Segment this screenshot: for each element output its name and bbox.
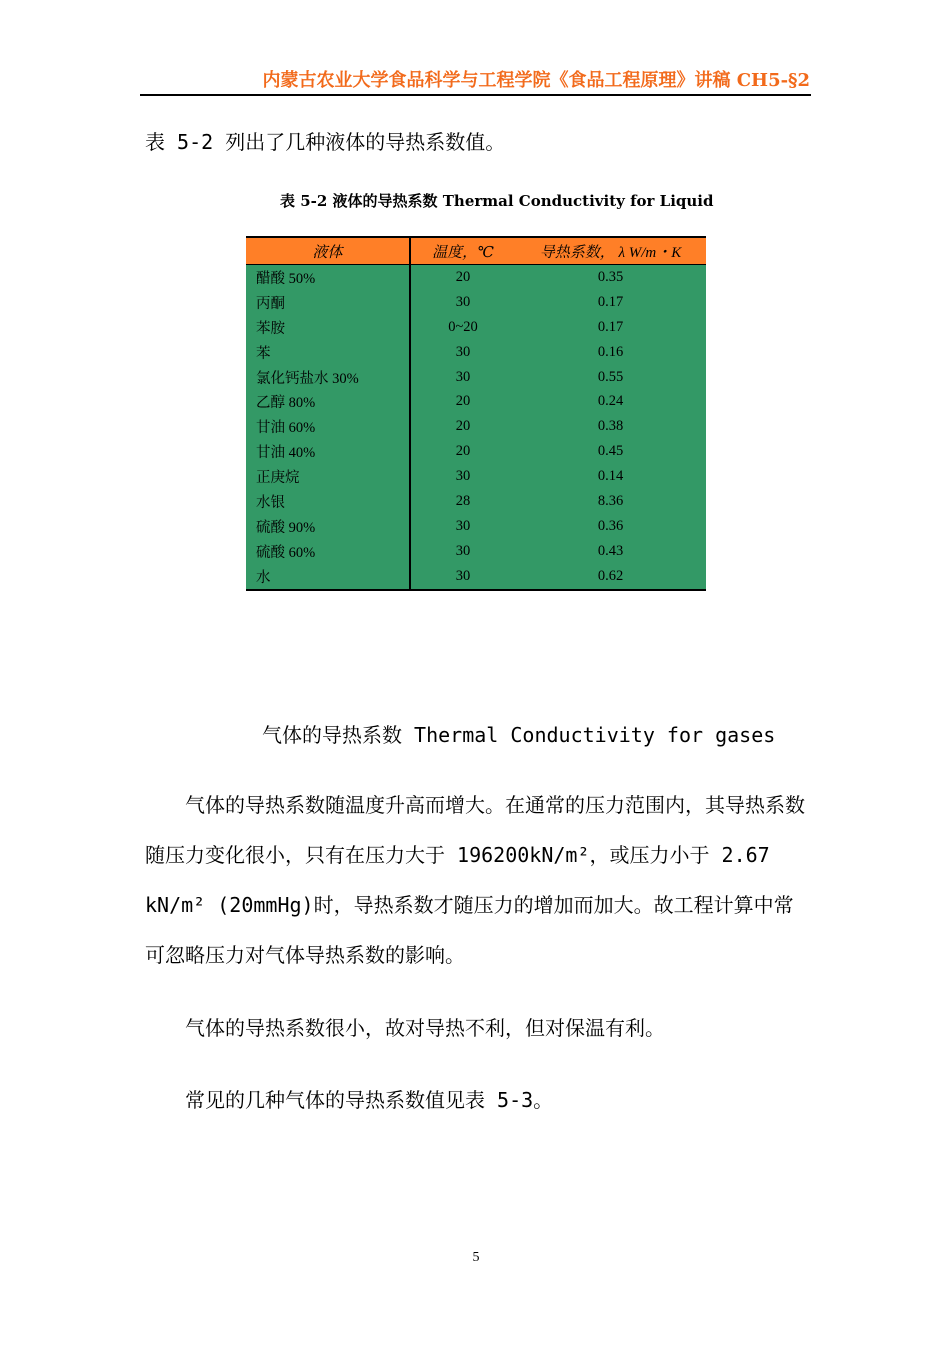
page-header: 内蒙古农业大学食品科学与工程学院《食品工程原理》讲稿 CH5-§2 <box>262 70 810 91</box>
cell-liquid: 苯 <box>246 340 410 365</box>
cell-temperature: 30 <box>410 464 515 489</box>
table-row <box>246 514 706 539</box>
cell-conductivity: 0.55 <box>515 365 706 390</box>
liquid-conductivity-table <box>246 236 706 591</box>
cell-conductivity: 0.17 <box>515 290 706 315</box>
cell-temperature: 30 <box>410 340 515 365</box>
cell-liquid: 甘油 40% <box>246 439 410 464</box>
cell-conductivity: 0.16 <box>515 340 706 365</box>
cell-conductivity: 0.36 <box>515 514 706 539</box>
paragraph-2: 气体的导热系数很小，故对导热不利，但对保温有利。 <box>145 1016 665 1040</box>
cell-liquid: 硫酸 90% <box>246 514 410 539</box>
header-rule <box>140 94 811 96</box>
cell-conductivity: 8.36 <box>515 489 706 514</box>
cell-liquid: 乙醇 80% <box>246 389 410 414</box>
cell-conductivity: 0.45 <box>515 439 706 464</box>
table-caption: 表 5-2 液体的导热系数 Thermal Conductivity for Liquid <box>280 192 714 210</box>
cell-temperature: 30 <box>410 365 515 390</box>
header-liquid: 液体 <box>246 237 410 265</box>
cell-temperature: 30 <box>410 290 515 315</box>
cell-temperature: 30 <box>410 539 515 564</box>
cell-liquid: 水 <box>246 564 410 590</box>
table-row <box>246 389 706 414</box>
cell-conductivity: 0.14 <box>515 464 706 489</box>
table-row <box>246 365 706 390</box>
cell-liquid: 丙酮 <box>246 290 410 315</box>
table-row <box>246 265 706 290</box>
cell-liquid: 氯化钙盐水 30% <box>246 365 410 390</box>
table-row <box>246 315 706 340</box>
cell-temperature: 20 <box>410 265 515 290</box>
cell-temperature: 20 <box>410 389 515 414</box>
table-row <box>246 439 706 464</box>
cell-temperature: 20 <box>410 439 515 464</box>
header-conductivity: 导热系数， λ W/m・K <box>515 237 706 265</box>
cell-conductivity: 0.38 <box>515 414 706 439</box>
section-title: 气体的导热系数 Thermal Conductivity for gases <box>262 723 776 747</box>
cell-liquid: 硫酸 60% <box>246 539 410 564</box>
cell-conductivity: 0.43 <box>515 539 706 564</box>
cell-liquid: 苯胺 <box>246 315 410 340</box>
cell-temperature: 30 <box>410 564 515 590</box>
intro-text: 表 5-2 列出了几种液体的导热系数值。 <box>145 130 506 154</box>
table-row <box>246 489 706 514</box>
cell-conductivity: 0.62 <box>515 564 706 590</box>
table-row <box>246 464 706 489</box>
cell-temperature: 20 <box>410 414 515 439</box>
table-row <box>246 539 706 564</box>
paragraph-1: 气体的导热系数随温度升高而增大。在通常的压力范围内，其导热系数随压力变化很小，只有在压力大于 196200kN/m²，或压力小于 2.67 kN/m² (20mmHg)时，导热系数才随压力的增加而加大。故工程计算中常可忽略压力对气体导热系数的影响。 <box>145 793 805 967</box>
cell-conductivity: 0.17 <box>515 315 706 340</box>
table-row <box>246 564 706 590</box>
cell-temperature: 30 <box>410 514 515 539</box>
paragraph-3: 常见的几种气体的导热系数值见表 5-3。 <box>145 1088 554 1112</box>
cell-conductivity: 0.24 <box>515 389 706 414</box>
cell-temperature: 28 <box>410 489 515 514</box>
cell-liquid: 醋酸 50% <box>246 265 410 290</box>
table-row <box>246 340 706 365</box>
cell-conductivity: 0.35 <box>515 265 706 290</box>
table-body <box>246 265 706 590</box>
table-row <box>246 290 706 315</box>
cell-liquid: 甘油 60% <box>246 414 410 439</box>
cell-liquid: 正庚烷 <box>246 464 410 489</box>
header-temperature: 温度，℃ <box>410 237 515 265</box>
cell-liquid: 水银 <box>246 489 410 514</box>
table-header-row <box>246 237 706 265</box>
table-row <box>246 414 706 439</box>
cell-temperature: 0~20 <box>410 315 515 340</box>
page-number: 5 <box>472 1250 480 1265</box>
